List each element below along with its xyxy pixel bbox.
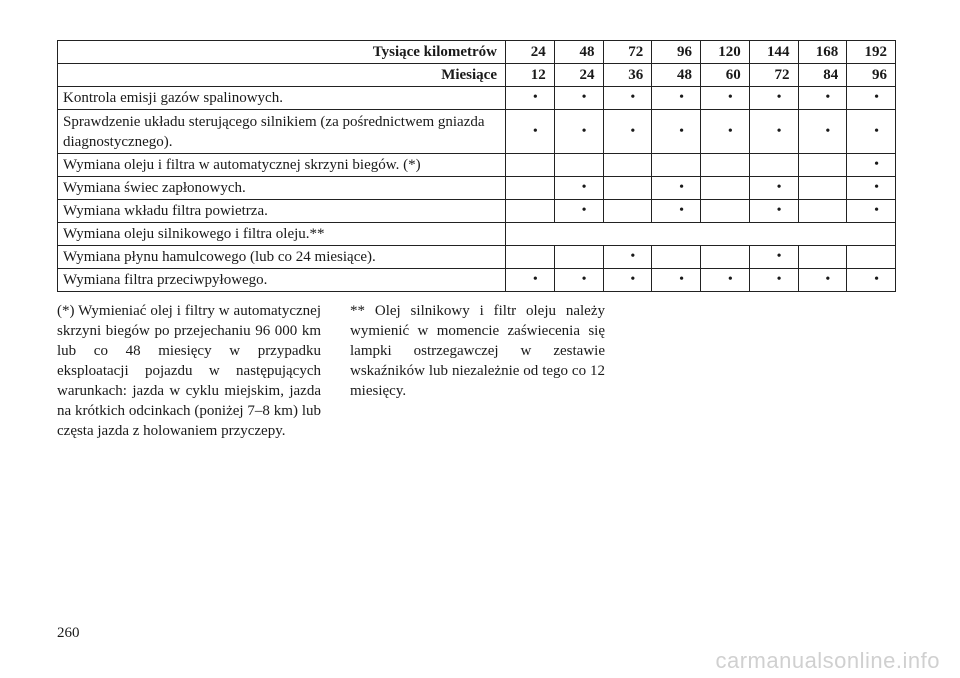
interval-mark: [701, 154, 750, 177]
interval-mark: •: [652, 269, 701, 292]
interval-mark: •: [652, 177, 701, 200]
task-label: Wymiana filtra przeciwpyłowego.: [58, 269, 506, 292]
interval-mark: •: [506, 87, 555, 110]
header-label: Miesiące: [58, 64, 506, 87]
interval-mark: •: [847, 269, 896, 292]
interval-mark: •: [652, 87, 701, 110]
interval-mark: •: [506, 110, 555, 154]
footnote-automatic-transmission: (*) Wymieniać olej i filtry w automatycznej skrzyni biegów po przejechaniu 96 000 km lub co 48 miesięcy w przypadku eksploatacji pojazdu w następujących warunkach: jazda w cyklu miejskim, jazda na krótkich odcinkach (poniżej 7–8 km) lub częsta jazda z holowaniem przyczepy.: [57, 303, 321, 439]
interval-mark: [506, 200, 555, 223]
task-label: Wymiana oleju silnikowego i filtra oleju.**: [58, 223, 506, 246]
table-row: [58, 110, 896, 154]
maintenance-schedule-table: [57, 40, 896, 292]
interval-mark: •: [847, 110, 896, 154]
header-value: 192: [847, 41, 896, 64]
interval-mark: •: [701, 87, 750, 110]
task-label: Wymiana oleju i filtra w automatycznej skrzyni biegów. (*): [58, 154, 506, 177]
interval-mark: [603, 200, 652, 223]
interval-mark: •: [749, 177, 798, 200]
interval-mark: •: [798, 87, 847, 110]
header-row: [58, 64, 896, 87]
interval-mark: [749, 154, 798, 177]
interval-mark: •: [652, 110, 701, 154]
task-label: Wymiana wkładu filtra powietrza.: [58, 200, 506, 223]
footnote-engine-oil: ** Olej silnikowy i filtr oleju należy wymienić w momencie zaświecenia się lampki ostrzegawczej w zestawie wskaźników lub niezależnie od tego co 12 miesięcy.: [350, 303, 605, 399]
table-row: [58, 87, 896, 110]
task-label: Wymiana świec zapłonowych.: [58, 177, 506, 200]
interval-mark: [603, 154, 652, 177]
task-label: Wymiana płynu hamulcowego (lub co 24 miesiące).: [58, 246, 506, 269]
interval-mark: •: [603, 87, 652, 110]
interval-mark: •: [798, 110, 847, 154]
task-label: Sprawdzenie układu sterującego silnikiem (za pośrednictwem gniazda diagnostycznego).: [58, 110, 506, 154]
interval-mark: [798, 154, 847, 177]
header-value: 24: [554, 64, 603, 87]
interval-mark: •: [554, 269, 603, 292]
header-value: 84: [798, 64, 847, 87]
header-row: [58, 41, 896, 64]
interval-mark: [554, 246, 603, 269]
interval-mark: •: [603, 110, 652, 154]
interval-mark: •: [847, 177, 896, 200]
interval-mark: [554, 154, 603, 177]
table-row: [58, 200, 896, 223]
interval-mark: •: [554, 110, 603, 154]
header-value: 48: [652, 64, 701, 87]
header-value: 72: [603, 41, 652, 64]
task-label: Kontrola emisji gazów spalinowych.: [58, 87, 506, 110]
interval-mark: •: [652, 200, 701, 223]
interval-mark: [506, 246, 555, 269]
header-value: 72: [749, 64, 798, 87]
header-value: 96: [652, 41, 701, 64]
interval-mark: [798, 246, 847, 269]
interval-mark: •: [847, 154, 896, 177]
interval-mark: •: [701, 269, 750, 292]
interval-mark: •: [554, 200, 603, 223]
interval-mark: •: [749, 87, 798, 110]
interval-mark: •: [749, 246, 798, 269]
header-value: 168: [798, 41, 847, 64]
interval-mark: •: [749, 110, 798, 154]
interval-mark: [506, 154, 555, 177]
watermark: carmanualsonline.info: [715, 648, 940, 673]
header-value: 48: [554, 41, 603, 64]
empty-interval-cell: [506, 223, 896, 246]
interval-mark: [603, 177, 652, 200]
interval-mark: •: [603, 269, 652, 292]
header-value: 144: [749, 41, 798, 64]
interval-mark: •: [554, 177, 603, 200]
interval-mark: •: [847, 200, 896, 223]
interval-mark: •: [554, 87, 603, 110]
header-value: 24: [506, 41, 555, 64]
header-value: 120: [701, 41, 750, 64]
interval-mark: •: [506, 269, 555, 292]
header-value: 60: [701, 64, 750, 87]
table-row: [58, 246, 896, 269]
interval-mark: [798, 200, 847, 223]
header-value: 12: [506, 64, 555, 87]
interval-mark: [701, 246, 750, 269]
table-row: [58, 177, 896, 200]
table-row: [58, 223, 896, 246]
interval-mark: [701, 177, 750, 200]
header-value: 96: [847, 64, 896, 87]
table-row: [58, 269, 896, 292]
interval-mark: [847, 246, 896, 269]
interval-mark: •: [749, 200, 798, 223]
interval-mark: •: [701, 110, 750, 154]
header-label: Tysiące kilometrów: [58, 41, 506, 64]
interval-mark: •: [603, 246, 652, 269]
interval-mark: [798, 177, 847, 200]
page-number: 260: [57, 625, 80, 641]
interval-mark: [652, 154, 701, 177]
interval-mark: [701, 200, 750, 223]
table-row: [58, 154, 896, 177]
interval-mark: •: [847, 87, 896, 110]
interval-mark: •: [749, 269, 798, 292]
interval-mark: [652, 246, 701, 269]
interval-mark: •: [798, 269, 847, 292]
interval-mark: [506, 177, 555, 200]
header-value: 36: [603, 64, 652, 87]
